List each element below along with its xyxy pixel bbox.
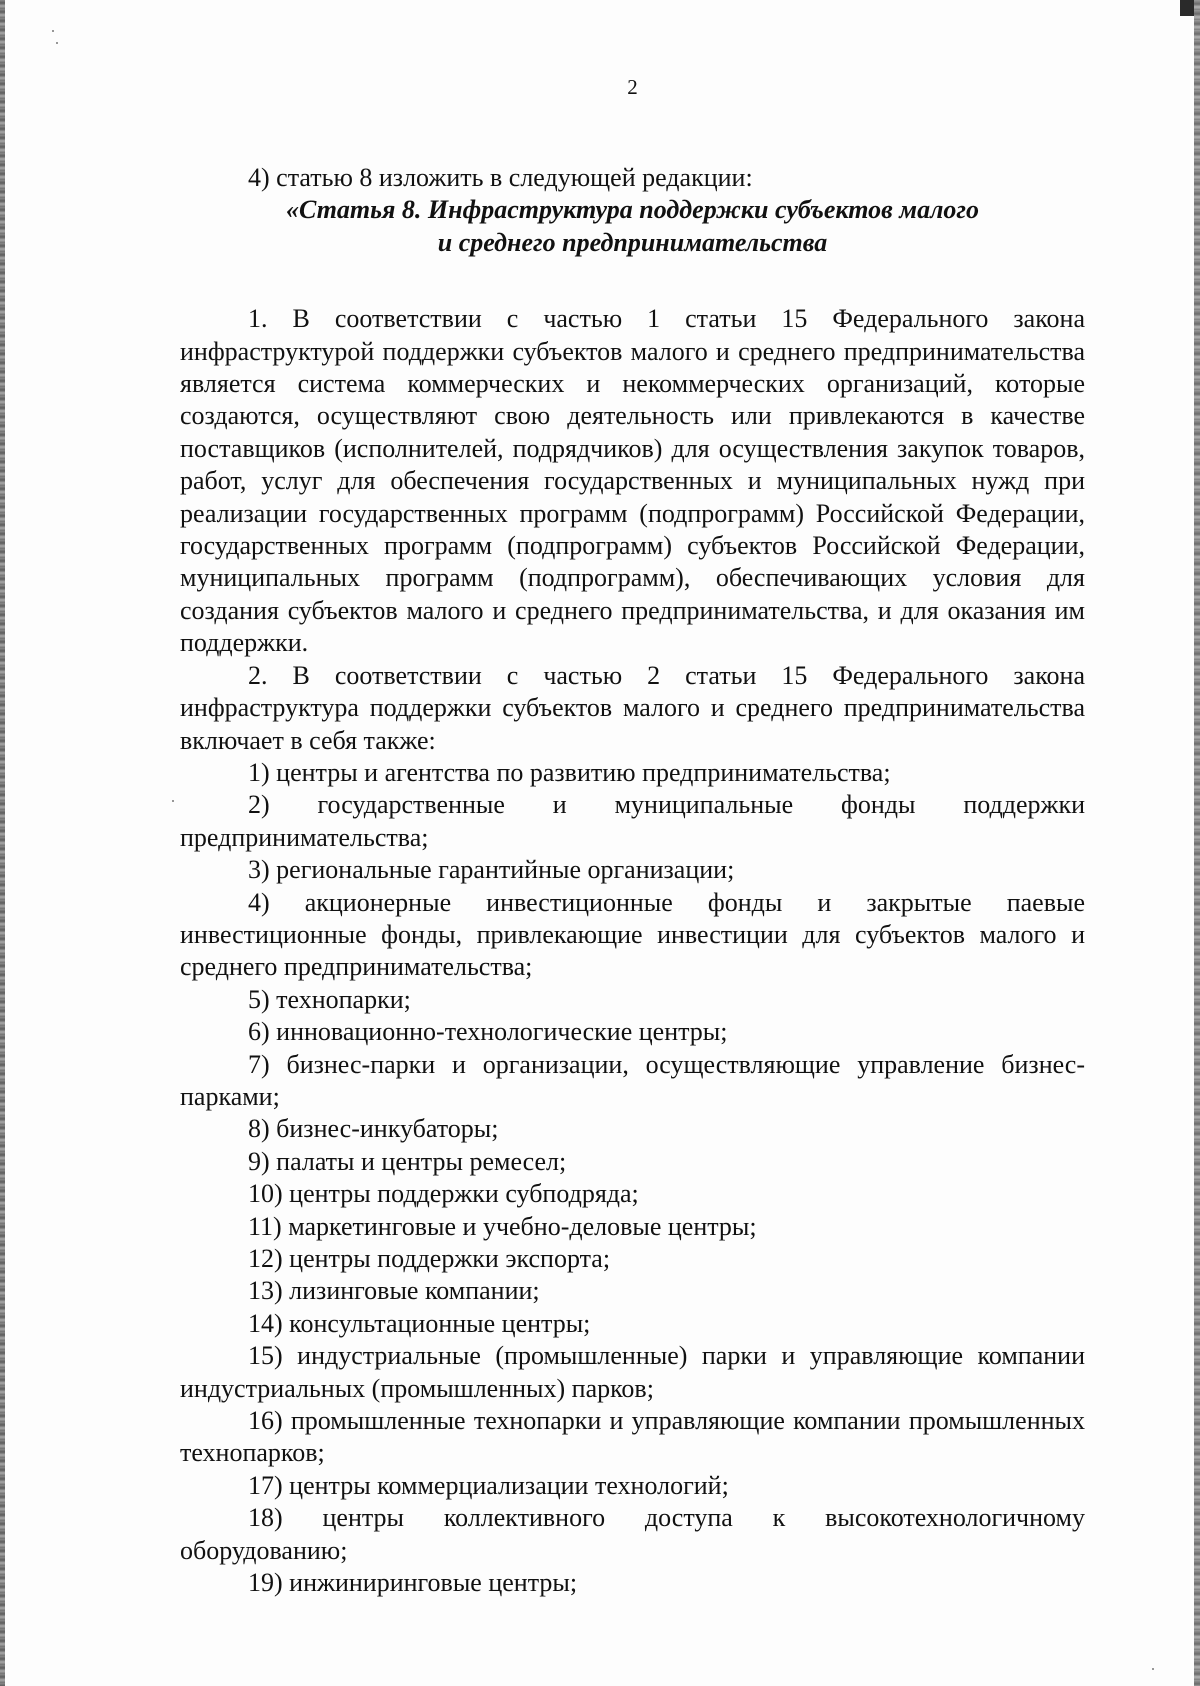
list-item: 6) инновационно-технологические центры; <box>248 1017 728 1047</box>
scan-speck <box>56 42 58 44</box>
list-item: 8) бизнес-инкубаторы; <box>248 1114 499 1144</box>
scan-edge-right <box>1194 0 1200 1686</box>
scan-corner-top-right <box>1180 0 1194 16</box>
scan-speck <box>1152 1668 1154 1670</box>
list-item: 1) центры и агентства по развитию предпринимательства; <box>248 757 891 787</box>
infrastructure-list <box>180 757 1085 1600</box>
list-item: 3) региональные гарантийные организации; <box>248 855 735 885</box>
amendment-line: 4) статью 8 изложить в следующей редакции: <box>248 163 753 192</box>
article-heading-line-2: и среднего предпринимательства <box>437 227 828 257</box>
list-item: 4) акционерные инвестиционные фонды и закрытые паевые инвестиционные фонды, привлекающие инвестиции для субъектов малого и среднего предпринимательства; <box>180 887 1085 982</box>
article-heading-line-1: «Статья 8. Инфраструктура поддержки субъектов малого <box>285 195 980 225</box>
list-item: 16) промышленные технопарки и управляющие компании промышленных технопарков; <box>180 1406 1085 1468</box>
list-item: 17) центры коммерциализации технологий; <box>248 1470 729 1500</box>
list-item: 13) лизинговые компании; <box>248 1276 540 1306</box>
list-item: 11) маркетинговые и учебно-деловые центры; <box>248 1211 757 1241</box>
list-item: 10) центры поддержки субподряда; <box>248 1179 639 1209</box>
paragraph-1: 1. В соответствии с частью 1 статьи 15 Федерального закона инфраструктурой поддержки субъектов малого и среднего предпринимательства является система коммерческих и некоммерческих организаций, которые создаются, осуществляют свою деятельность или привлекаются в качестве поставщиков (исполнителей, подрядчиков) для осуществления закупок товаров, работ, услуг для обеспечения государственных и муниципальных нужд при реализации государственных программ (подпрограмм) Российской Федерации, государственных программ (подпрограмм) субъектов Российской Федерации, муниципальных программ (подпрограмм), обеспечивающих условия для создания субъектов малого и среднего предпринимательства, и для оказания им поддержки. <box>180 304 1085 658</box>
list-item: 12) центры поддержки экспорта; <box>248 1244 611 1273</box>
page-number: 2 <box>627 75 638 99</box>
list-item: 5) технопарки; <box>248 984 411 1014</box>
article-heading <box>180 194 1085 259</box>
list-item: 14) консультационные центры; <box>248 1308 591 1338</box>
list-item: 18) центры коллективного доступа к высокотехнологичному оборудованию; <box>180 1503 1085 1565</box>
scan-speck <box>172 800 174 802</box>
scan-speck <box>52 30 54 32</box>
list-item: 9) палаты и центры ремесел; <box>248 1146 567 1176</box>
paragraph-2: 2. В соответствии с частью 2 статьи 15 Федерального закона инфраструктура поддержки субъектов малого и среднего предпринимательства включает в себя также: <box>180 660 1085 755</box>
list-item: 2) государственные и муниципальные фонды поддержки предпринимательства; <box>180 790 1085 852</box>
list-item: 15) индустриальные (промышленные) парки и управляющие компании индустриальных (промышленных) парков; <box>180 1341 1085 1403</box>
list-item: 19) инжиниринговые центры; <box>248 1568 578 1598</box>
scan-edge-left <box>0 0 5 1686</box>
list-item: 7) бизнес-парки и организации, осуществляющие управление бизнес-парками; <box>180 1049 1085 1111</box>
document-body <box>180 72 1085 1599</box>
